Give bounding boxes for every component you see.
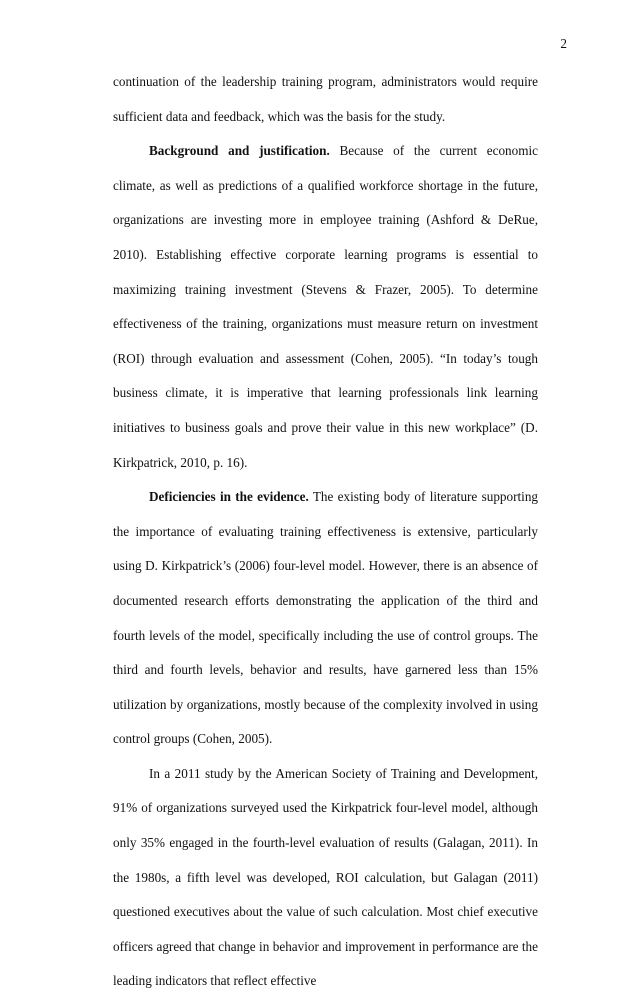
document-body	[113, 65, 538, 999]
page-number: 2	[560, 36, 567, 51]
paragraph-background	[113, 134, 538, 480]
paragraph-text: continuation of the leadership training program, administrators would require sufficient data and feedback, which was the basis for the study.	[113, 74, 538, 124]
section-heading-deficiencies: Deficiencies in the evidence.	[149, 489, 309, 505]
paragraph-text: The existing body of literature supporting the importance of evaluating training effectiveness is extensive, particularly using D. Kirkpatrick’s (2006) four-level model. However, there is an absence of documented research efforts demonstrating the application of the third and fourth levels of the model, specifically including the use of control groups. The third and fourth levels, behavior and results, have garnered less than 15% utilization by organizations, mostly because of the complexity involved in using control groups (Cohen, 2005).	[113, 489, 539, 747]
paragraph-deficiencies	[113, 480, 538, 757]
paragraph-continuation	[113, 65, 538, 134]
section-heading-background: Background and justification.	[149, 143, 330, 159]
paragraph-text: Because of the current economic climate, as well as predictions of a qualified workforce shortage in the future, organizations are investing more in employee training (Ashford & DeRue, 2010). Establishing effective corporate learning programs is essential to maximizing training investment (Stevens & Frazer, 2005). To determine effectiveness of the training, organizations must measure return on investment (ROI) through evaluation and assessment (Cohen, 2005). “In today’s tough business climate, it is imperative that learning professionals link learning initiatives to business goals and prove their value in this new workplace” (D. Kirkpatrick, 2010, p. 16).	[113, 143, 538, 470]
paragraph-astd-study	[113, 757, 538, 999]
paragraph-text: In a 2011 study by the American Society of Training and Development, 91% of organizations surveyed used the Kirkpatrick four-level model, although only 35% engaged in the fourth-level evaluation of results (Galagan, 2011). In the 1980s, a fifth level was developed, ROI calculation, but Galagan (2011) questioned executives about the value of such calculation. Most chief executive officers agreed that change in behavior and improvement in performance are the leading indicators that reflect effective	[113, 765, 538, 989]
